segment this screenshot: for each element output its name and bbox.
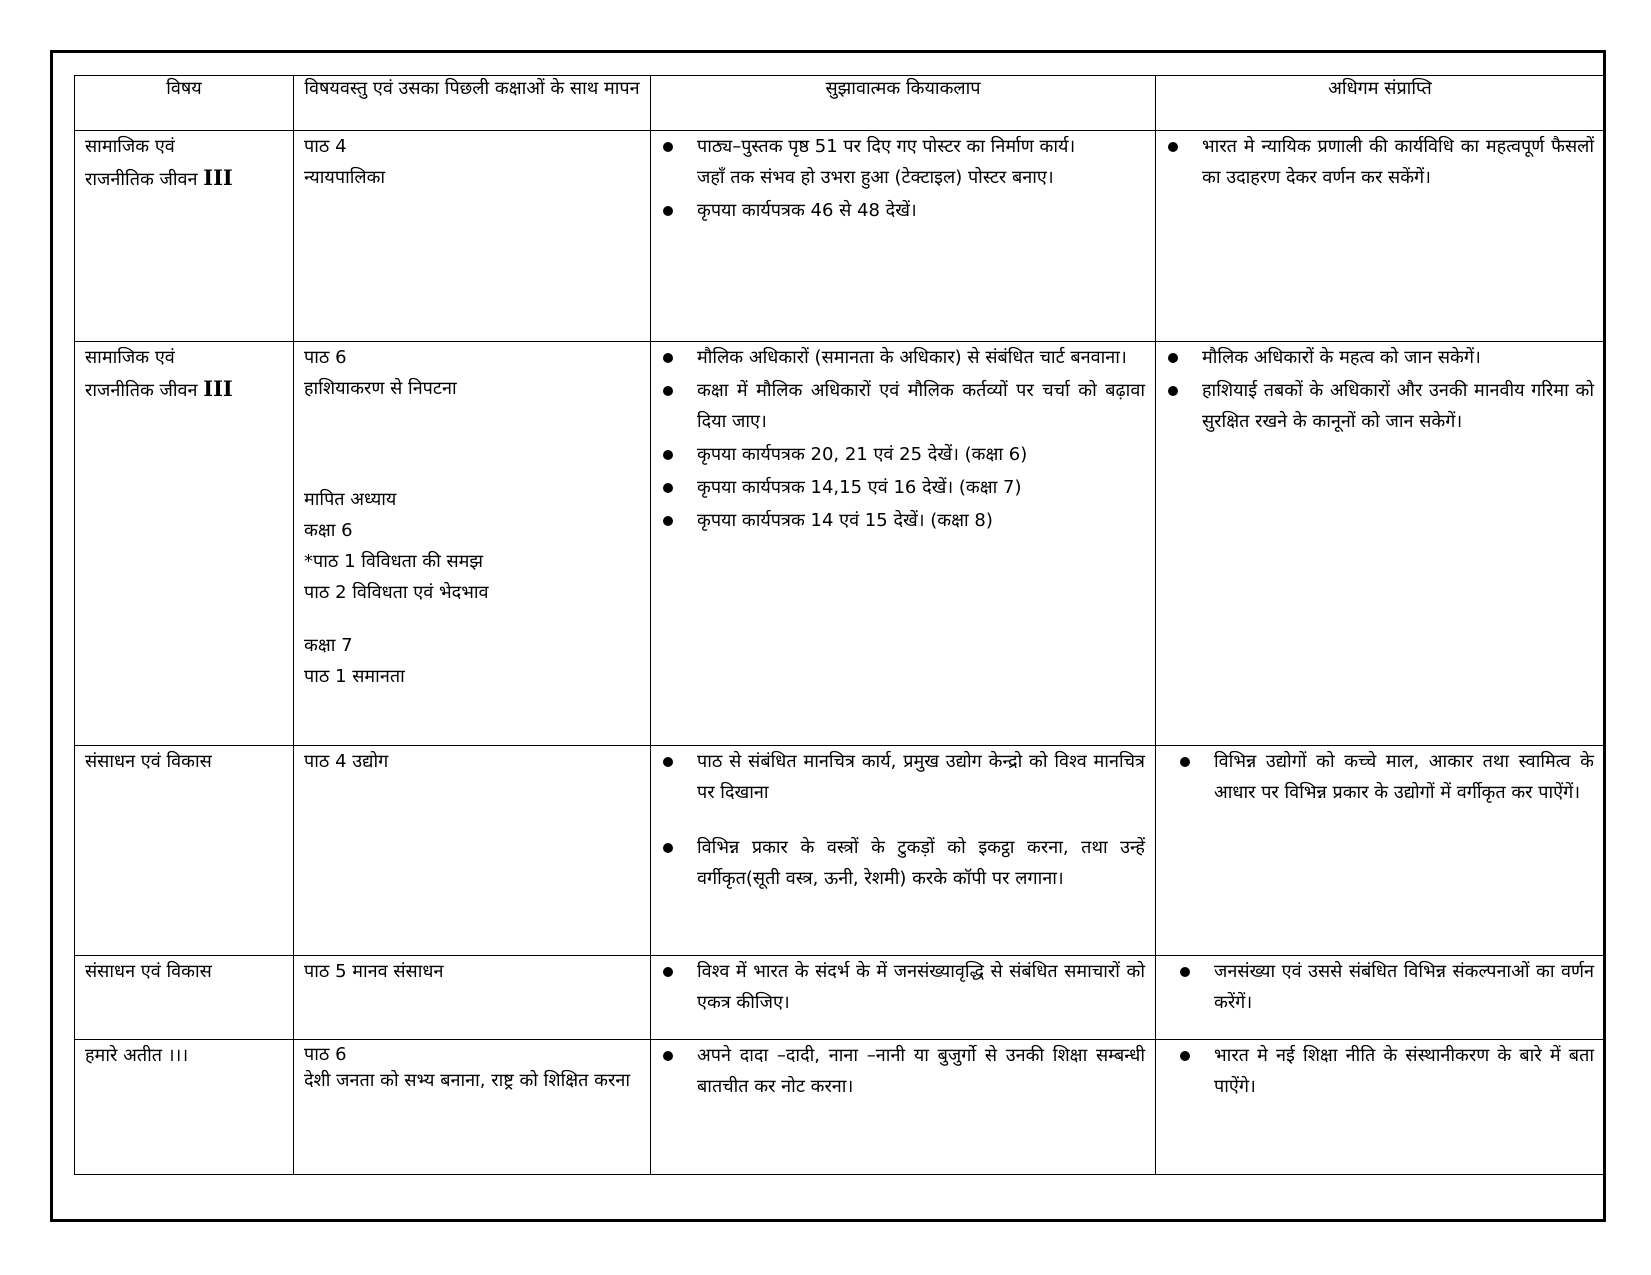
table-row bbox=[75, 131, 1605, 342]
activities-cell bbox=[651, 956, 1156, 1040]
mapped-lesson: *पाठ 1 विविधता की समझ bbox=[304, 551, 484, 572]
mapped-label: मापित अध्याय bbox=[304, 489, 397, 510]
list-item: भारत मे नई शिक्षा नीति के संस्थानीकरण के बारे में बता पाऐंगे। bbox=[1214, 1040, 1594, 1102]
content-cell bbox=[294, 1040, 651, 1175]
mapped-class: कक्षा 6 bbox=[304, 520, 353, 541]
subject-cell bbox=[75, 342, 294, 746]
bullet-icon bbox=[663, 386, 673, 396]
list-item: कृपया कार्यपत्रक 46 से 48 देखें। bbox=[697, 195, 1145, 226]
content-cell bbox=[294, 131, 651, 342]
content-cell bbox=[294, 746, 651, 956]
lesson-number: पाठ 6 bbox=[304, 1044, 347, 1065]
subject-cell bbox=[75, 746, 294, 956]
lesson-title: हाशियाकरण से निपटना bbox=[304, 378, 457, 399]
mapped-class: कक्षा 7 bbox=[304, 635, 353, 656]
subject-text: सामाजिक एवं bbox=[85, 347, 175, 368]
subject-text: हमारे अतीत ।।। bbox=[85, 1045, 189, 1066]
mapped-lesson: पाठ 1 समानता bbox=[304, 666, 405, 687]
list-item: कृपया कार्यपत्रक 14 एवं 15 देखें। (कक्षा 8) bbox=[697, 505, 1145, 536]
bullet-icon bbox=[663, 450, 673, 460]
lesson-title: पाठ 4 उद्योग bbox=[304, 751, 389, 772]
bullet-icon bbox=[663, 516, 673, 526]
subject-cell bbox=[75, 131, 294, 342]
list-item: अपने दादा –दादी, नाना –नानी या बुजुर्गो से उनकी शिक्षा सम्बन्धी बातचीत कर नोट करना। bbox=[697, 1040, 1145, 1102]
lesson-number: पाठ 6 bbox=[304, 347, 347, 368]
lesson-number: पाठ 4 bbox=[304, 136, 347, 157]
subject-text: संसाधन एवं विकास bbox=[85, 751, 212, 772]
list-item: विभिन्न प्रकार के वस्त्रों के टुकड़ों को इकट्ठा करना, तथा उन्हें वर्गीकृत(सूती वस्त्र, ऊनी, रेशमी) करके कॉपी पर लगाना। bbox=[697, 832, 1145, 894]
list-item: कृपया कार्यपत्रक 14,15 एवं 16 देखें। (कक्षा 7) bbox=[697, 472, 1145, 503]
subject-cell bbox=[75, 1040, 294, 1175]
activities-cell bbox=[651, 342, 1156, 746]
header-subject: विषय bbox=[75, 76, 294, 131]
bullet-icon bbox=[1168, 386, 1178, 396]
list-item: कृपया कार्यपत्रक 20, 21 एवं 25 देखें। (कक्षा 6) bbox=[697, 439, 1145, 470]
list-item: पाठ्य–पुस्तक पृष्ठ 51 पर दिए गए पोस्टर का निर्माण कार्य। जहाँ तक संभव हो उभरा हुआ (टेक्टाइल) पोस्टर बनाए। bbox=[697, 131, 1145, 193]
lesson-title: पाठ 5 मानव संसाधन bbox=[304, 961, 444, 982]
table-row bbox=[75, 342, 1605, 746]
content-cell bbox=[294, 342, 651, 746]
list-item: विभिन्न उद्योगों को कच्चे माल, आकार तथा स्वामित्व के आधार पर विभिन्न प्रकार के उद्योगों में वर्गीकृत कर पाऐंगें। bbox=[1214, 746, 1594, 808]
bullet-icon bbox=[663, 843, 673, 853]
bullet-icon bbox=[663, 967, 673, 977]
list-item: कक्षा में मौलिक अधिकारों एवं मौलिक कर्तव्यों पर चर्चा को बढ़ावा दिया जाए। bbox=[697, 375, 1145, 437]
lesson-title: देशी जनता को सभ्य बनाना, राष्ट्र को शिक्षित करना bbox=[304, 1070, 630, 1091]
outcomes-cell bbox=[1156, 1040, 1605, 1175]
outcomes-cell bbox=[1156, 746, 1605, 956]
header-row bbox=[75, 76, 1605, 131]
lesson-title: न्यायपालिका bbox=[304, 167, 386, 188]
table-row bbox=[75, 746, 1605, 956]
bullet-icon bbox=[1180, 757, 1190, 767]
table-row bbox=[75, 1040, 1605, 1175]
outcomes-cell bbox=[1156, 342, 1605, 746]
outcomes-cell bbox=[1156, 131, 1605, 342]
list-item: पाठ से संबंधित मानचित्र कार्य, प्रमुख उद्योग केन्द्रो को विश्व मानचित्र पर दिखाना bbox=[697, 746, 1145, 808]
header-outcomes: अधिगम संप्राप्ति bbox=[1156, 76, 1605, 131]
list-item: विश्व में भारत के संदर्भ के में जनसंख्यावृद्धि से संबंधित समाचारों को एकत्र कीजिए। bbox=[697, 956, 1145, 1018]
table-row bbox=[75, 956, 1605, 1040]
bullet-icon bbox=[1180, 967, 1190, 977]
outcomes-cell bbox=[1156, 956, 1605, 1040]
roman-numeral: III bbox=[203, 376, 233, 401]
curriculum-table bbox=[74, 75, 1605, 1175]
subject-text-2: राजनीतिक जीवन III bbox=[85, 165, 233, 190]
list-item: जनसंख्या एवं उससे संबंधित विभिन्न संकल्पनाओं का वर्णन करेंगें। bbox=[1214, 956, 1594, 1018]
bullet-icon bbox=[663, 1051, 673, 1061]
activities-cell bbox=[651, 746, 1156, 956]
bullet-icon bbox=[1168, 142, 1178, 152]
bullet-icon bbox=[1168, 353, 1178, 363]
subject-text: संसाधन एवं विकास bbox=[85, 961, 212, 982]
header-content: विषयवस्तु एवं उसका पिछली कक्षाओं के साथ मापन bbox=[294, 76, 651, 131]
bullet-icon bbox=[1180, 1051, 1190, 1061]
bullet-icon bbox=[663, 353, 673, 363]
mapped-lesson: पाठ 2 विविधता एवं भेदभाव bbox=[304, 582, 489, 603]
bullet-icon bbox=[663, 483, 673, 493]
bullet-icon bbox=[663, 206, 673, 216]
subject-text: सामाजिक एवं bbox=[85, 136, 175, 157]
header-activities: सुझावात्मक कियाकलाप bbox=[651, 76, 1156, 131]
content-cell bbox=[294, 956, 651, 1040]
subject-cell bbox=[75, 956, 294, 1040]
list-item: मौलिक अधिकारों के महत्व को जान सकेगें। bbox=[1202, 342, 1594, 373]
list-item: मौलिक अधिकारों (समानता के अधिकार) से संबंधित चार्ट बनवाना। bbox=[697, 342, 1145, 373]
list-item: भारत मे न्यायिक प्रणाली की कार्यविधि का महत्वपूर्ण फैसलों का उदाहरण देकर वर्णन कर सकेंगें। bbox=[1202, 131, 1594, 193]
subject-text-2: राजनीतिक जीवन III bbox=[85, 376, 233, 401]
bullet-icon bbox=[663, 757, 673, 767]
bullet-icon bbox=[663, 142, 673, 152]
activities-cell bbox=[651, 131, 1156, 342]
list-item: हाशियाई तबकों के अधिकारों और उनकी मानवीय गरिमा को सुरक्षित रखने के कानूनों को जान सकेगें। bbox=[1202, 375, 1594, 437]
activities-cell bbox=[651, 1040, 1156, 1175]
roman-numeral: III bbox=[203, 165, 233, 190]
